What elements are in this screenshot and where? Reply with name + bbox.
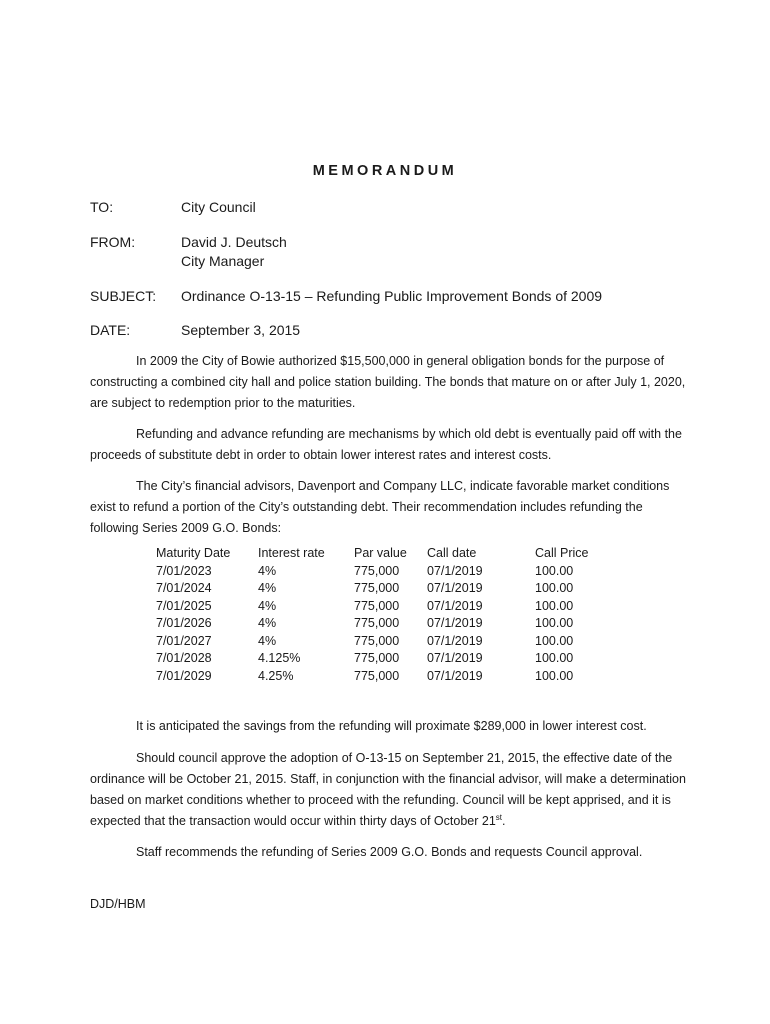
paragraph-bond-authorization: In 2009 the City of Bowie authorized $15,500,000 in general obligation bonds for the purpose of constructing a combined city hall and police station building. The bonds that mature on or after July 1, 2020, are subject to redemption prior to the maturities. (90, 353, 686, 410)
maturity-date-cell: 7/01/2024 (156, 581, 212, 595)
call-price-cell: 100.00 (535, 651, 574, 665)
header-call-date: Call date (427, 546, 477, 560)
maturity-date-cell: 7/01/2023 (156, 563, 212, 578)
call-price-cell: 100.00 (535, 633, 574, 648)
call-date-cell: 07/1/2019 (427, 651, 483, 665)
date-label: DATE: (90, 322, 131, 338)
call-price-cell: 100.00 (535, 563, 574, 578)
date-value: September 3, 2015 (181, 322, 301, 338)
table-row (150, 651, 595, 669)
par-value-cell: 775,000 (354, 563, 400, 578)
call-date-cell: 07/1/2019 (427, 668, 483, 683)
header-par-value: Par value (354, 546, 407, 560)
memo-title: MEMORANDUM (312, 163, 458, 179)
call-date-cell: 07/1/2019 (427, 616, 483, 630)
maturity-date-cell: 7/01/2028 (156, 651, 212, 665)
paragraph-staff-recommendation: Staff recommends the refunding of Series 2009 G.O. Bonds and requests Council approval. (136, 844, 643, 859)
call-price-cell: 100.00 (535, 668, 574, 683)
subject-value: Ordinance O-13-15 – Refunding Public Improvement Bonds of 2009 (181, 288, 603, 304)
to-label: TO: (90, 199, 114, 215)
call-price-cell: 100.00 (535, 598, 574, 613)
par-value-cell: 775,000 (354, 581, 400, 595)
ordinal-suffix: st (495, 812, 503, 822)
maturity-date-cell: 7/01/2026 (156, 616, 212, 630)
maturity-date-cell: 7/01/2025 (156, 598, 212, 613)
header-interest-rate: Interest rate (258, 546, 325, 560)
paragraph-council-approval (90, 748, 690, 832)
interest-rate-cell: 4% (258, 563, 277, 578)
from-label: FROM: (90, 234, 136, 250)
header-maturity-date: Maturity Date (156, 546, 231, 560)
bond-table-header-row (150, 546, 595, 564)
call-date-cell: 07/1/2019 (427, 598, 483, 613)
maturity-date-cell: 7/01/2027 (156, 633, 212, 648)
subject-label: SUBJECT: (90, 288, 157, 304)
from-name: David J. Deutsch (181, 234, 287, 250)
interest-rate-cell: 4% (258, 633, 277, 648)
maturity-date-cell: 7/01/2029 (156, 668, 212, 683)
call-date-cell: 07/1/2019 (427, 633, 483, 648)
par-value-cell: 775,000 (354, 651, 400, 665)
call-price-cell: 100.00 (535, 616, 574, 630)
bond-table (150, 546, 595, 686)
council-approval-text: Should council approve the adoption of O-13-15 on September 21, 2015, the effective date of the ordinance will be October 21, 2015. Staff, in conjunction with the financial advisor, will make a determination based on market conditions whether to proceed with the refunding. Council will be kept apprised, and it is expected that the transaction would occur within thirty days of October 21 (90, 750, 686, 828)
author-initials: DJD/HBM (90, 897, 146, 911)
paragraph-financial-advisors: The City’s financial advisors, Davenport and Company LLC, indicate favorable market conditions exist to refund a portion of the City’s outstanding debt. Their recommendation includes refunding the following Series 2009 G.O. Bonds: (90, 478, 670, 535)
council-approval-period: . (502, 813, 506, 828)
table-row (150, 669, 595, 687)
par-value-cell: 775,000 (354, 633, 400, 648)
table-row (150, 581, 595, 599)
paragraph-anticipated-savings: It is anticipated the savings from the refunding will proximate $289,000 in lower interest cost. (136, 718, 647, 733)
par-value-cell: 775,000 (354, 668, 400, 683)
interest-rate-cell: 4% (258, 581, 277, 595)
call-date-cell: 07/1/2019 (427, 563, 483, 578)
header-call-price: Call Price (535, 546, 589, 560)
par-value-cell: 775,000 (354, 616, 400, 630)
interest-rate-cell: 4% (258, 616, 277, 630)
table-row (150, 599, 595, 617)
interest-rate-cell: 4.125% (258, 651, 301, 665)
interest-rate-cell: 4% (258, 598, 277, 613)
table-row (150, 634, 595, 652)
table-row (150, 564, 595, 582)
paragraph-refunding-definition: Refunding and advance refunding are mechanisms by which old debt is eventually paid off with the proceeds of substitute debt in order to obtain lower interest rates and interest costs. (90, 426, 682, 462)
call-price-cell: 100.00 (535, 581, 574, 595)
table-row (150, 616, 595, 634)
to-value: City Council (181, 199, 256, 215)
par-value-cell: 775,000 (354, 598, 400, 613)
interest-rate-cell: 4.25% (258, 668, 294, 683)
call-date-cell: 07/1/2019 (427, 581, 483, 595)
from-title: City Manager (181, 253, 265, 269)
